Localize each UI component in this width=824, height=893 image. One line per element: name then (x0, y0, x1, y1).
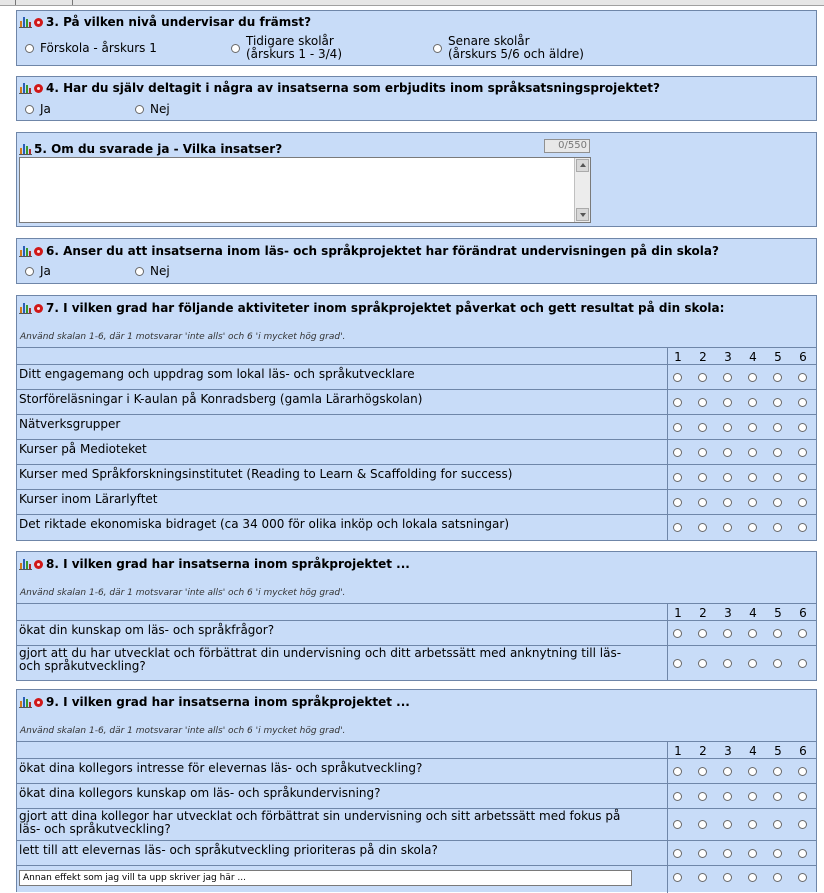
q7-radio-3-4[interactable] (748, 423, 757, 432)
question-7-title-row (19, 301, 724, 315)
scale-header-6: 6 (799, 744, 807, 758)
q8-row-label-line1: ökat din kunskap om läs- och språkfrågor? (19, 623, 275, 637)
q7-radio-1-6[interactable] (798, 373, 807, 382)
question-8 (16, 551, 817, 681)
scale-header-3: 3 (724, 606, 732, 620)
q8-row-label-line2: och språkutveckling? (19, 659, 146, 673)
q6-option-nej-label: Nej (150, 264, 170, 278)
radio-button[interactable] (135, 267, 144, 276)
q9-radio-3-4[interactable] (748, 820, 757, 829)
question-9 (16, 689, 817, 892)
question-6 (16, 238, 817, 284)
q7-radio-4-2[interactable] (698, 448, 707, 457)
scale-header-2: 2 (699, 350, 707, 364)
q8-radio-1-1[interactable] (673, 629, 682, 638)
q9-row-label (19, 787, 381, 800)
q3-option-2-sublabel: (årskurs 1 - 3/4) (246, 47, 342, 61)
q9-radio-1-3[interactable] (723, 767, 732, 776)
q7-row-label: Kurser inom Lärarlyftet (19, 492, 158, 506)
question-5-title-row (19, 142, 282, 156)
q3-option-3[interactable] (433, 35, 584, 61)
q9-radio-1-5[interactable] (773, 767, 782, 776)
q9-row-label (19, 762, 422, 775)
q7-radio-1-2[interactable] (698, 373, 707, 382)
scale-header-1: 1 (674, 350, 682, 364)
q9-row-label-line1: gjort att dina kollegor har utvecklat och förbättrat sin undervisning och sitt arbetssätt med fokus på (19, 809, 621, 823)
q9-radio-2-6[interactable] (798, 792, 807, 801)
scale-header-5: 5 (774, 606, 782, 620)
question-9-title-row (19, 695, 410, 709)
q7-radio-6-5[interactable] (773, 498, 782, 507)
q9-radio-3-2[interactable] (698, 820, 707, 829)
radio-button[interactable] (433, 44, 442, 53)
question-4-title-row (19, 81, 660, 95)
q4-option-nej[interactable] (135, 103, 170, 116)
question-7 (16, 295, 817, 541)
scale-header-4: 4 (749, 744, 757, 758)
q7-row-label: Det riktade ekonomiska bidraget (ca 34 000 för olika inköp och lokala satsningar) (19, 517, 510, 531)
q7-radio-7-2[interactable] (698, 523, 707, 532)
q9-row-label-line1: ökat dina kollegors kunskap om läs- och språkundervisning? (19, 786, 381, 800)
q5-answer-textarea[interactable] (19, 157, 591, 223)
q9-radio-4-2[interactable] (698, 849, 707, 858)
q9-radio-other-3[interactable] (723, 873, 732, 882)
q9-radio-other-2[interactable] (698, 873, 707, 882)
question-6-title-row (19, 244, 719, 258)
q7-radio-6-2[interactable] (698, 498, 707, 507)
q7-radio-3-2[interactable] (698, 423, 707, 432)
q8-radio-2-2[interactable] (698, 659, 707, 668)
q3-option-1-label: Förskola - årskurs 1 (40, 41, 157, 55)
q7-radio-5-2[interactable] (698, 473, 707, 482)
q7-radio-6-1[interactable] (673, 498, 682, 507)
q7-radio-6-6[interactable] (798, 498, 807, 507)
q4-option-ja-label: Ja (40, 102, 51, 116)
q8-instruction: Använd skalan 1-6, där 1 motsvarar 'inte alls' och 6 'i mycket hög grad'. (20, 588, 346, 598)
q7-radio-4-3[interactable] (723, 448, 732, 457)
q7-radio-5-1[interactable] (673, 473, 682, 482)
q9-radio-4-3[interactable] (723, 849, 732, 858)
q9-row-label (19, 844, 438, 857)
q7-radio-2-5[interactable] (773, 398, 782, 407)
q6-option-ja[interactable] (25, 265, 51, 278)
q7-radio-7-6[interactable] (798, 523, 807, 532)
q7-radio-1-4[interactable] (748, 373, 757, 382)
bar-chart-icon[interactable] (19, 16, 32, 28)
q7-radio-4-1[interactable] (673, 448, 682, 457)
q9-radio-2-4[interactable] (748, 792, 757, 801)
radio-button[interactable] (231, 44, 240, 53)
required-icon (34, 18, 43, 27)
q9-radio-other-1[interactable] (673, 873, 682, 882)
question-9-title: 9. I vilken grad har insatserna inom språkprojektet ... (46, 695, 410, 709)
q7-radio-5-5[interactable] (773, 473, 782, 482)
q4-option-ja[interactable] (25, 103, 51, 116)
question-3-title: 3. På vilken nivå undervisar du främst? (46, 15, 312, 29)
q7-radio-7-4[interactable] (748, 523, 757, 532)
q7-radio-7-1[interactable] (673, 523, 682, 532)
q9-radio-other-5[interactable] (773, 873, 782, 882)
q3-option-3-sublabel: (årskurs 5/6 och äldre) (448, 47, 584, 61)
q6-option-ja-label: Ja (40, 264, 51, 278)
q8-radio-2-4[interactable] (748, 659, 757, 668)
q8-radio-1-6[interactable] (798, 629, 807, 638)
q9-radio-1-1[interactable] (673, 767, 682, 776)
q9-row-label-line1: ökat dina kollegors intresse för elevernas läs- och språkutveckling? (19, 761, 423, 775)
q8-row-label (19, 624, 274, 637)
q7-radio-3-5[interactable] (773, 423, 782, 432)
q3-option-3-label: Senare skolår (448, 34, 530, 48)
question-3 (16, 10, 817, 66)
q7-radio-5-4[interactable] (748, 473, 757, 482)
question-8-title: 8. I vilken grad har insatserna inom språkprojektet ... (46, 557, 410, 571)
other-effect-input[interactable]: Annan effekt som jag vill ta upp skriver jag här ... (19, 870, 632, 886)
radio-button[interactable] (25, 267, 34, 276)
q9-row-label-line1: lett till att elevernas läs- och språkutveckling prioriteras på din skola? (19, 843, 438, 857)
bar-chart-icon[interactable] (19, 302, 32, 314)
window-top-edge (0, 0, 824, 6)
scale-header-1: 1 (674, 606, 682, 620)
q7-radio-2-3[interactable] (723, 398, 732, 407)
q9-radio-3-1[interactable] (673, 820, 682, 829)
required-icon (34, 560, 43, 569)
q9-radio-4-1[interactable] (673, 849, 682, 858)
required-icon (34, 84, 43, 93)
q7-row-label: Storföreläsningar i K-aulan på Konradsberg (gamla Lärarhögskolan) (19, 392, 423, 406)
q7-radio-1-1[interactable] (673, 373, 682, 382)
q9-radio-other-6[interactable] (798, 873, 807, 882)
textarea-scrollbar[interactable] (574, 158, 590, 222)
q8-radio-2-5[interactable] (773, 659, 782, 668)
q7-radio-2-6[interactable] (798, 398, 807, 407)
bar-chart-icon[interactable] (19, 143, 32, 155)
scale-header-2: 2 (699, 606, 707, 620)
q9-radio-3-5[interactable] (773, 820, 782, 829)
scale-header-5: 5 (774, 744, 782, 758)
q9-row-label (19, 810, 620, 836)
q8-radio-1-2[interactable] (698, 629, 707, 638)
q7-radio-3-6[interactable] (798, 423, 807, 432)
question-6-title: 6. Anser du att insatserna inom läs- och språkprojektet har förändrat undervisningen på din skola? (46, 244, 719, 258)
q7-instruction: Använd skalan 1-6, där 1 motsvarar 'inte alls' och 6 'i mycket hög grad'. (20, 332, 346, 342)
q7-radio-6-3[interactable] (723, 498, 732, 507)
scroll-up-arrow-icon[interactable] (576, 159, 589, 172)
scale-header-5: 5 (774, 350, 782, 364)
radio-button[interactable] (25, 105, 34, 114)
scale-header-6: 6 (799, 606, 807, 620)
q9-radio-3-3[interactable] (723, 820, 732, 829)
bar-chart-icon[interactable] (19, 82, 32, 94)
bar-chart-icon[interactable] (19, 558, 32, 570)
q9-radio-2-2[interactable] (698, 792, 707, 801)
bar-chart-icon[interactable] (19, 245, 32, 257)
q7-radio-1-3[interactable] (723, 373, 732, 382)
radio-button[interactable] (135, 105, 144, 114)
q9-radio-4-5[interactable] (773, 849, 782, 858)
q7-row-label: Kurser på Medioteket (19, 442, 147, 456)
q9-row-label-line2: läs- och språkutveckling? (19, 822, 171, 836)
q7-radio-6-4[interactable] (748, 498, 757, 507)
q8-radio-2-3[interactable] (723, 659, 732, 668)
q8-row-label-line1: gjort att du har utvecklat och förbättrat din undervisning och ditt arbetssätt med anknytning till läs- (19, 646, 622, 660)
question-5 (16, 132, 817, 227)
q8-radio-1-4[interactable] (748, 629, 757, 638)
q7-radio-7-3[interactable] (723, 523, 732, 532)
required-icon (34, 304, 43, 313)
question-4-title: 4. Har du själv deltagit i några av insatserna som erbjudits inom språksatsningsprojektet? (46, 81, 660, 95)
q7-radio-4-5[interactable] (773, 448, 782, 457)
q7-row-label: Ditt engagemang och uppdrag som lokal läs- och språkutvecklare (19, 367, 415, 381)
scale-header-6: 6 (799, 350, 807, 364)
question-3-title-row (19, 15, 311, 29)
scale-header-1: 1 (674, 744, 682, 758)
q7-row-label: Kurser med Språkforskningsinstitutet (Reading to Learn & Scaffolding for success) (19, 467, 513, 481)
question-8-title-row (19, 557, 410, 571)
q7-radio-1-5[interactable] (773, 373, 782, 382)
q9-radio-3-6[interactable] (798, 820, 807, 829)
q7-row-label: Nätverksgrupper (19, 417, 121, 431)
q6-option-nej[interactable] (135, 265, 170, 278)
q9-radio-1-6[interactable] (798, 767, 807, 776)
scale-header-4: 4 (749, 606, 757, 620)
q7-radio-3-3[interactable] (723, 423, 732, 432)
q7-radio-4-6[interactable] (798, 448, 807, 457)
q3-option-2-label: Tidigare skolår (246, 34, 334, 48)
question-4 (16, 76, 817, 121)
required-icon (34, 698, 43, 707)
q7-radio-5-6[interactable] (798, 473, 807, 482)
required-icon (34, 247, 43, 256)
scale-header-3: 3 (724, 350, 732, 364)
q9-radio-1-4[interactable] (748, 767, 757, 776)
q9-radio-2-1[interactable] (673, 792, 682, 801)
q9-radio-4-4[interactable] (748, 849, 757, 858)
q9-radio-2-5[interactable] (773, 792, 782, 801)
q9-instruction: Använd skalan 1-6, där 1 motsvarar 'inte alls' och 6 'i mycket hög grad'. (20, 726, 346, 736)
question-5-title: 5. Om du svarade ja - Vilka insatser? (34, 142, 283, 156)
radio-button[interactable] (25, 44, 34, 53)
bar-chart-icon[interactable] (19, 696, 32, 708)
question-7-title: 7. I vilken grad har följande aktiviteter inom språkprojektet påverkat och gett resultat på din skola: (46, 301, 725, 315)
q9-radio-1-2[interactable] (698, 767, 707, 776)
q9-radio-2-3[interactable] (723, 792, 732, 801)
q7-radio-2-4[interactable] (748, 398, 757, 407)
q9-radio-other-4[interactable] (748, 873, 757, 882)
character-counter: 0/550 (544, 139, 590, 153)
q9-radio-4-6[interactable] (798, 849, 807, 858)
q3-option-2[interactable] (231, 35, 342, 61)
q7-radio-7-5[interactable] (773, 523, 782, 532)
q7-radio-3-1[interactable] (673, 423, 682, 432)
q7-radio-2-1[interactable] (673, 398, 682, 407)
q3-option-1[interactable] (25, 42, 157, 55)
scale-header-4: 4 (749, 350, 757, 364)
q8-radio-2-1[interactable] (673, 659, 682, 668)
q4-option-nej-label: Nej (150, 102, 170, 116)
scroll-down-arrow-icon[interactable] (576, 208, 589, 221)
q7-radio-4-4[interactable] (748, 448, 757, 457)
q8-radio-2-6[interactable] (798, 659, 807, 668)
q8-row-label (19, 647, 621, 673)
q8-radio-1-5[interactable] (773, 629, 782, 638)
q7-radio-5-3[interactable] (723, 473, 732, 482)
q7-radio-2-2[interactable] (698, 398, 707, 407)
scale-header-2: 2 (699, 744, 707, 758)
q8-radio-1-3[interactable] (723, 629, 732, 638)
scale-header-3: 3 (724, 744, 732, 758)
